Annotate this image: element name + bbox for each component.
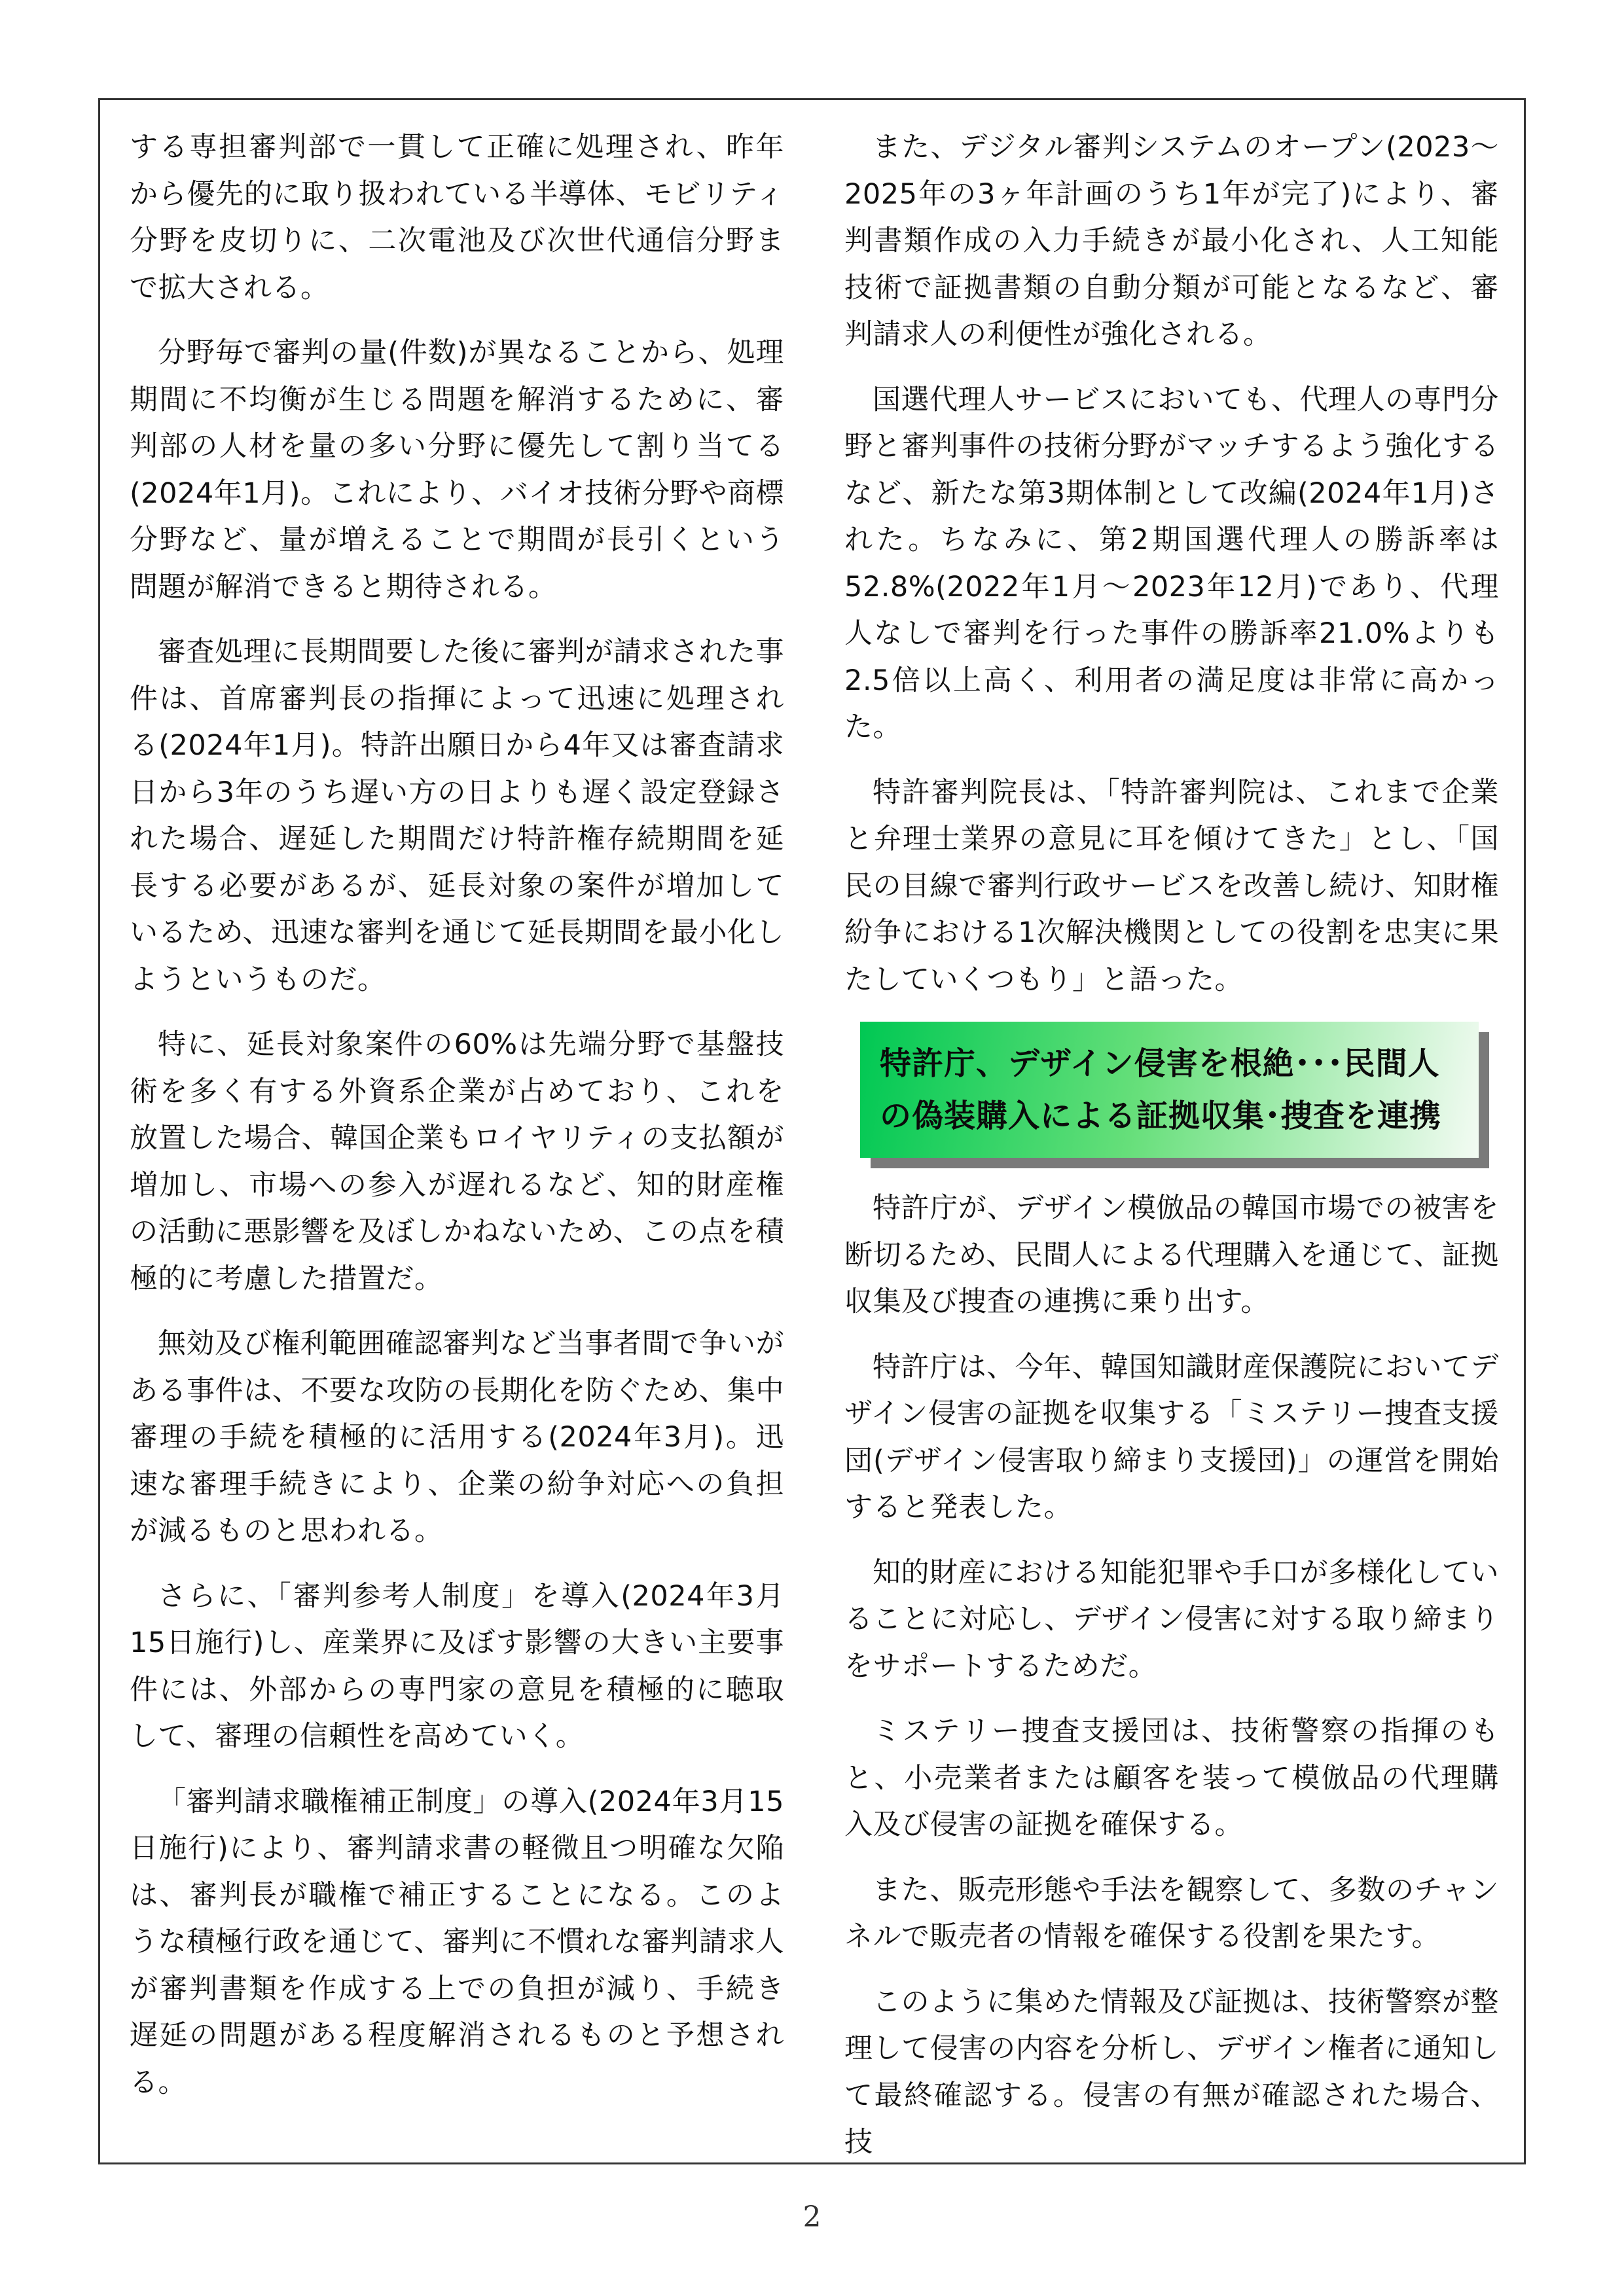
paragraph: さらに、「審判参考人制度」を導入(2024年3月15日施行)し、産業界に及ぼす影響の大きい主要事件には、外部からの専門家の意見を積極的に聴取して、審理の信頼性を高めていく。 [130,1579,784,1753]
paragraph: このように集めた情報及び証拠は、技術警察が整理して侵害の内容を分析し、デザイン権者に通知して最終確認する。侵害の有無が確認された場合、技 [844,1985,1499,2159]
page-number: 2 [803,2200,821,2234]
paragraph: 分野毎で審判の量(件数)が異なることから、処理期間に不均衡が生じる問題を解消するために、審判部の人材を量の多い分野に優先して割り当てる(2024年1月)。これにより、バイオ技術分野や商標分野など、量が増えることで期間が長引くという問題が解消できると期待される。 [130,336,784,603]
paragraph: また、販売形態や手法を観察して、多数のチャンネルで販売者の情報を確保する役割を果たす。 [844,1873,1499,1953]
article-headline-box [860,1022,1479,1158]
paragraph: ミステリー捜査支援団は、技術警察の指揮のもと、小売業者または顧客を装って模倣品の代理購入及び侵害の証拠を確保する。 [844,1715,1499,1841]
paragraph: 特許庁が、デザイン模倣品の韓国市場での被害を断切るため、民間人による代理購入を通じて、証拠収集及び捜査の連携に乗り出す。 [844,1192,1499,1318]
paragraph: 無効及び権利範囲確認審判など当事者間で争いがある事件は、不要な攻防の長期化を防ぐため、集中審理の手続を積極的に活用する(2024年3月)。迅速な審理手続きにより、企業の紛争対応への負担が減るものと思われる。 [130,1327,784,1547]
paragraph: 特許庁は、今年、韓国知識財産保護院においてデザイン侵害の証拠を収集する「ミステリー捜査支援団(デザイン侵害取り締まり支援団)」の運営を開始すると発表した。 [844,1350,1499,1524]
paragraph: 「審判請求職権補正制度」の導入(2024年3月15日施行)により、審判請求書の軽微且つ明確な欠陥は、審判長が職権で補正することになる。このような積極行政を通じて、審判に不慣れな審判請求人が審判書類を作成する上での負担が減り、手続き遅延の問題がある程度解消されるものと予想される。 [130,1785,784,2099]
paragraph: 特に、延長対象案件の60%は先端分野で基盤技術を多く有する外資系企業が占めており、これを放置した場合、韓国企業もロイヤリティの支払額が増加し、市場への参入が遅れるなど、知的財産権の活動に悪影響を及ぼしかねないため、この点を積極的に考慮した措置だ。 [130,1028,784,1295]
right-column [844,124,1499,2185]
headline-line-2: の偽装購入による証拠収集･捜査を連携 [880,1098,1442,1134]
paragraph: 知的財産における知能犯罪や手口が多様化していることに対応し、デザイン侵害に対する取り締まりをサポートするためだ。 [844,1556,1499,1683]
headline-line-1: 特許庁、デザイン侵害を根絶･･･民間人 [880,1045,1440,1082]
left-column [130,124,784,2125]
paragraph: 特許審判院長は、「特許審判院は、これまで企業と弁理士業界の意見に耳を傾けてきた」とし、「国民の目線で審判行政サービスを改善し続け、知財権紛争における1次解決機関としての役割を忠実に果たしていくつもり」と語った。 [844,776,1499,996]
paragraph: 国選代理人サービスにおいても、代理人の専門分野と審判事件の技術分野がマッチするよう強化するなど、新たな第3期体制として改編(2024年1月)された。ちなみに、第2期国選代理人の勝訴率は52.8%(2022年1月～2023年12月)であり、代理人なしで審判を行った事件の勝訴率21.0%よりも2.5倍以上高く、利用者の満足度は非常に高かった。 [844,383,1499,744]
paragraph: する専担審判部で一貫して正確に処理され、昨年から優先的に取り扱われている半導体、モビリティ分野を皮切りに、二次電池及び次世代通信分野まで拡大される。 [130,131,784,304]
paragraph: また、デジタル審判システムのオープン(2023～2025年の3ヶ年計画のうち1年が完了)により、審判書類作成の入力手続きが最小化され、人工知能技術で証拠書類の自動分類が可能となるなど、審判請求人の利便性が強化される。 [844,131,1499,351]
paragraph: 審査処理に長期間要した後に審判が請求された事件は、首席審判長の指揮によって迅速に処理される(2024年1月)。特許出願日から4年又は審査請求日から3年のうち遅い方の日よりも遅く設定登録された場合、遅延した期間だけ特許権存続期間を延長する必要があるが、延長対象の案件が増加しているため、迅速な審判を通じて延長期間を最小化しようというものだ。 [130,636,784,996]
